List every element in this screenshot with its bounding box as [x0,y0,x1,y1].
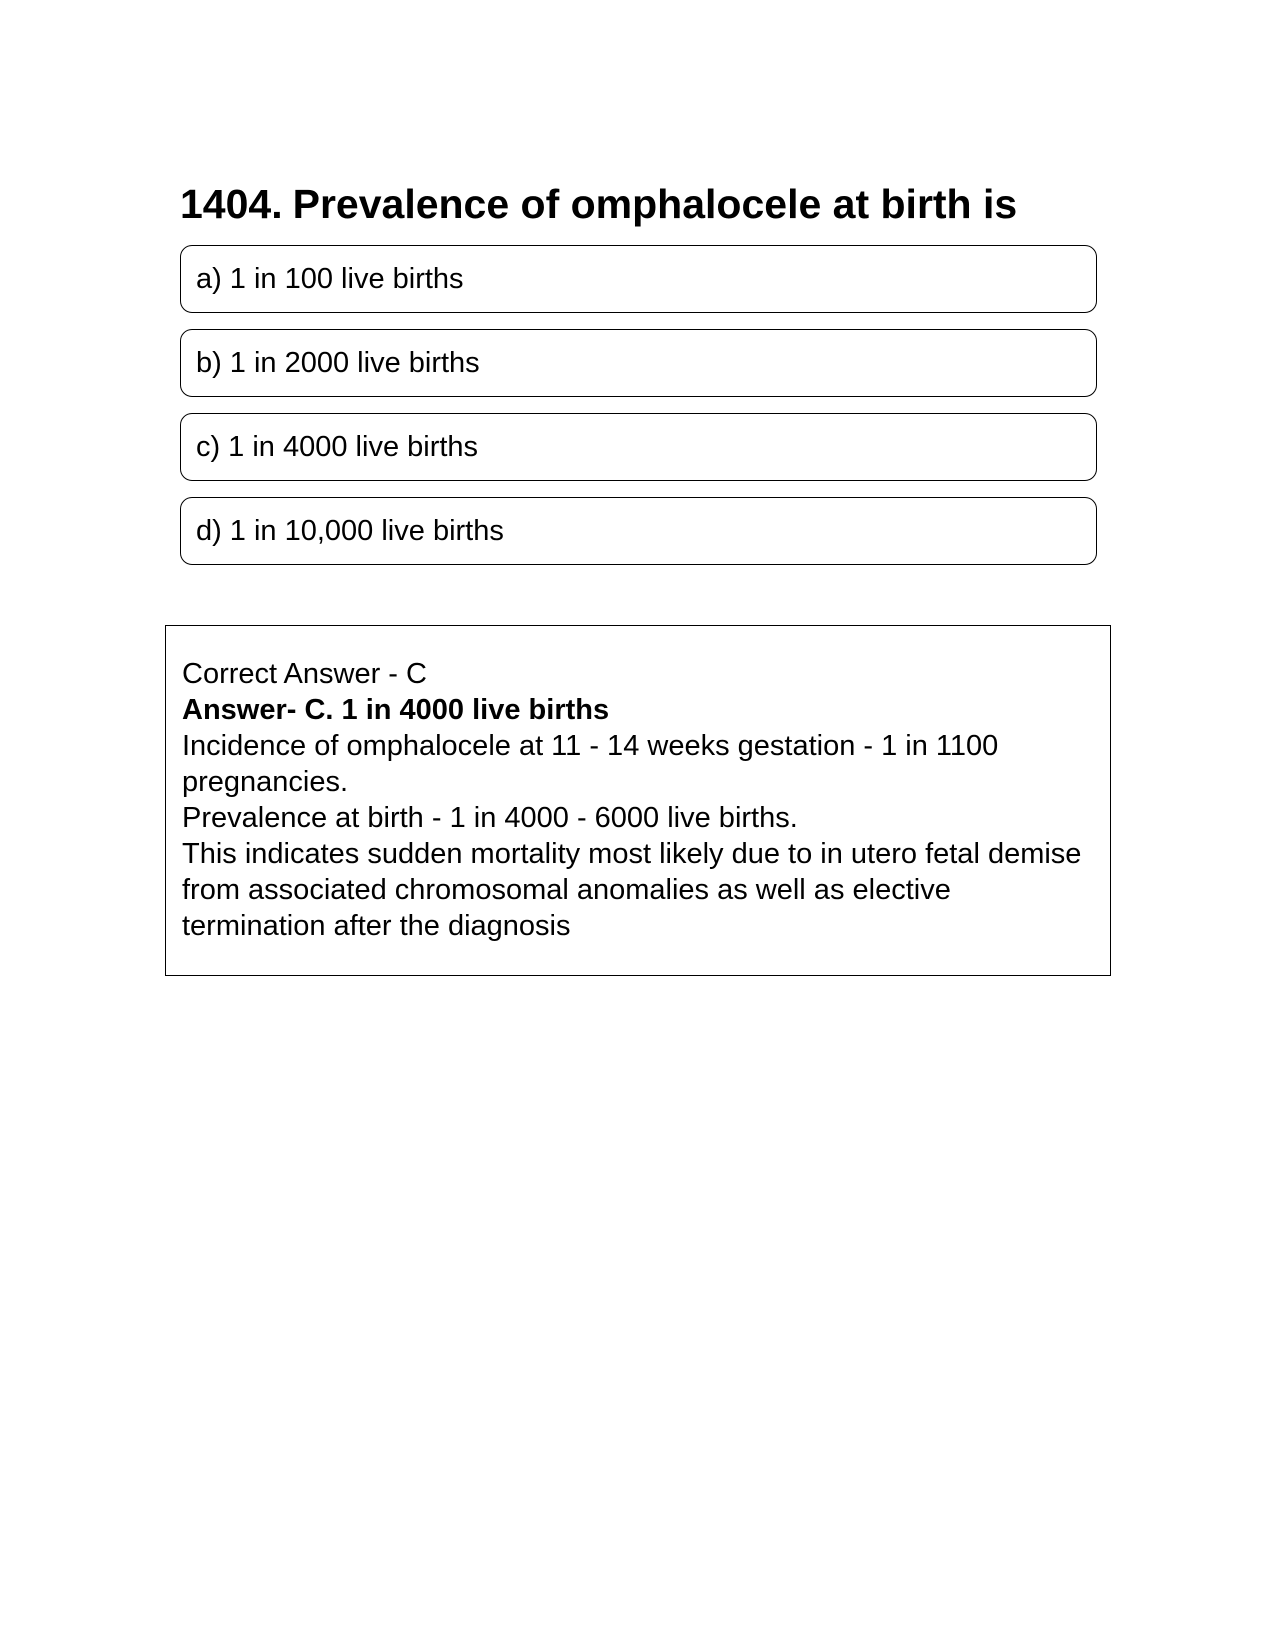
option-letter: d) [196,514,222,547]
option-c[interactable] [180,413,1097,481]
question-number: 1404. [180,181,283,227]
option-letter: c) [196,430,221,463]
option-a[interactable] [180,245,1097,313]
question-text: Prevalence of omphalocele at birth is [292,181,1018,227]
explanation-line-1: Incidence of omphalocele at 11 - 14 weeks gestation - 1 in 1100 pregnancies. [182,730,999,798]
option-text: 1 in 4000 live births [228,430,479,463]
option-text: 1 in 2000 live births [229,346,480,379]
answer-heading: Answer- C. 1 in 4000 live births [182,694,610,726]
explanation-line-2: Prevalence at birth - 1 in 4000 - 6000 live births. [182,802,798,834]
option-b[interactable] [180,329,1097,397]
option-d[interactable] [180,497,1097,565]
option-letter: a) [196,262,222,295]
option-text: 1 in 100 live births [229,262,464,295]
answer-box [165,625,1111,976]
option-text: 1 in 10,000 live births [229,514,504,547]
question-title [180,178,1120,230]
options-list [180,245,1097,581]
explanation-line-3: This indicates sudden mortality most likely due to in utero fetal demise from associated chromosomal anomalies as well as elective termination after the diagnosis [182,838,1082,942]
correct-answer-line: Correct Answer - C [182,658,427,690]
option-letter: b) [196,346,222,379]
